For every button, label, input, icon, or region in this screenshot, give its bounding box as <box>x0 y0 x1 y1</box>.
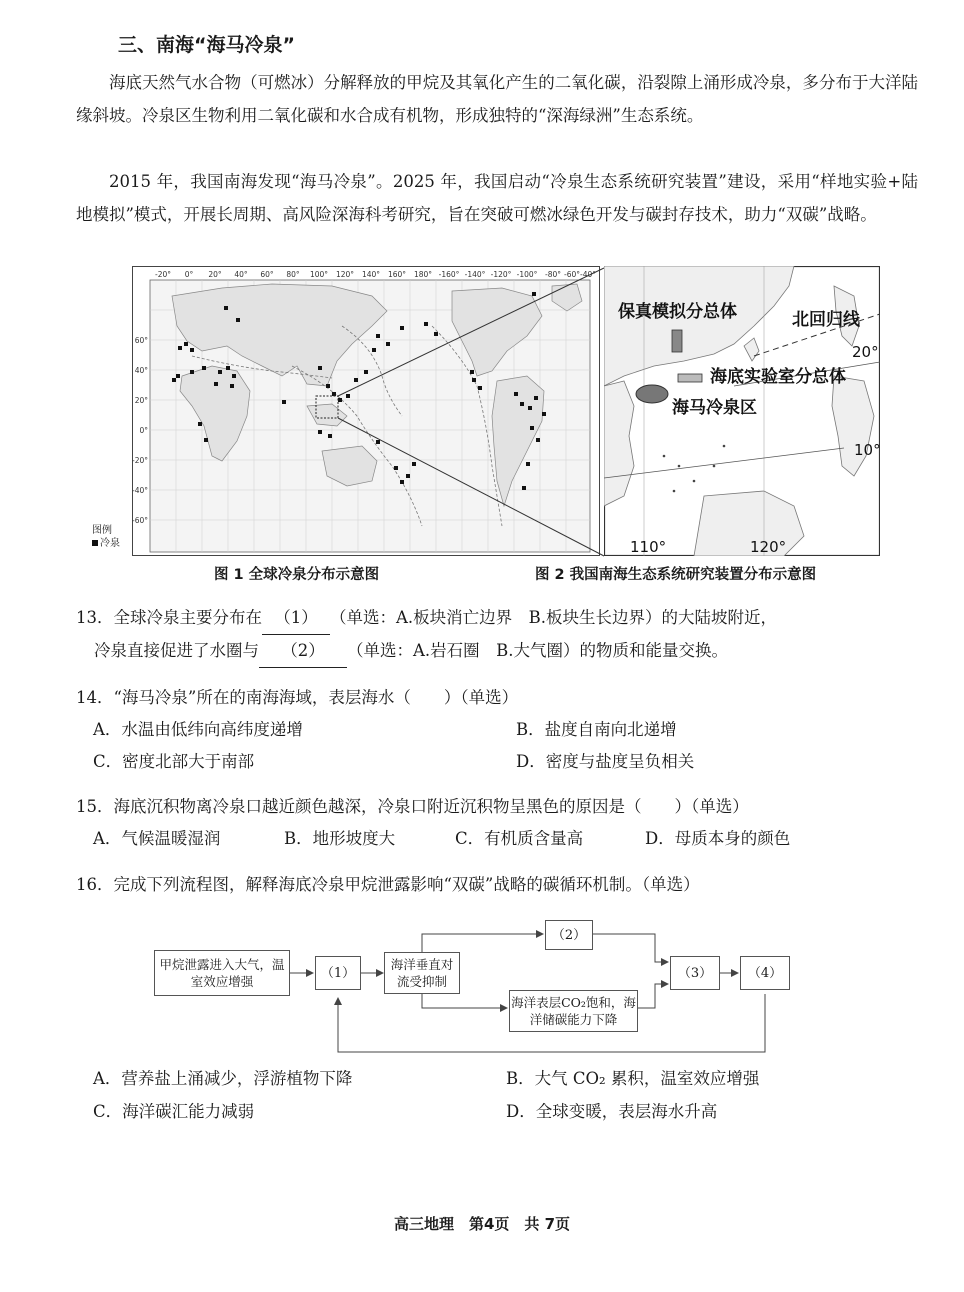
q16-flowchart <box>150 914 810 1058</box>
lon-tick: -40° <box>580 270 596 279</box>
figure-1-caption: 图 1 全球冷泉分布示意图 <box>214 567 380 583</box>
intro-paragraph-1: 海底天然气水合物（可燃冰）分解释放的甲烷及其氧化产生的二氧化碳，沿裂隙上涌形成冷泉，多分布于大洋陆缘斜坡。冷泉区生物利用二氧化碳和水合成有机物，形成独特的“深海绿洲”生态系统。 <box>76 73 918 125</box>
flow-box-blank-4[interactable]: （4） <box>740 956 790 990</box>
intro-paragraph-2: 2015 年，我国南海发现“海马冷泉”。2025 年，我国启动“冷泉生态系统研究装置”建设，采用“样地实验+陆地模拟”模式，开展长周期、高风险深海科考研究，旨在突破可燃冰绿色开发与碳封存技术，助力“双碳”战略。 <box>76 172 918 224</box>
q16-option-c[interactable]: C．海洋碳汇能力减弱 <box>93 1102 255 1121</box>
label-lon-110: 110° <box>630 538 667 556</box>
question-13 <box>76 602 926 668</box>
label-haima-seep: 海马冷泉区 <box>672 398 757 418</box>
lon-tick: 80° <box>286 270 300 279</box>
flow-box-convection-suppressed: 海洋垂直对流受抑制 <box>384 952 460 994</box>
q15-option-b[interactable]: B．地形坡度大 <box>284 829 396 848</box>
label-sim-facility: 保真模拟分总体 <box>618 302 737 322</box>
label-seafloor-lab: 海底实验室分总体 <box>710 367 846 387</box>
figure-2-south-china-sea-map <box>604 266 880 556</box>
lon-tick: 160° <box>387 270 407 279</box>
q16-option-b[interactable]: B．大气 CO₂ 累积，温室效应增强 <box>506 1069 760 1088</box>
lon-tick: -20° <box>155 270 171 279</box>
lat-tick: 40° <box>134 366 148 375</box>
flow-box-blank-3[interactable]: （3） <box>670 956 720 990</box>
legend-title: 图例 <box>92 525 112 536</box>
lon-tick: 180° <box>413 270 433 279</box>
lon-tick: 100° <box>309 270 329 279</box>
q14-option-c[interactable]: C．密度北部大于南部 <box>93 752 255 771</box>
label-lat-10: 10° <box>854 441 881 459</box>
q15-stem: 15．海底沉积物离冷泉口越近颜色越深，冷泉口附近沉积物呈黑色的原因是（ ）（单选） <box>76 797 749 816</box>
lon-tick: 40° <box>234 270 248 279</box>
lon-tick: 140° <box>361 270 381 279</box>
seep-area-ellipse <box>636 385 668 403</box>
lat-tick: -40° <box>132 486 148 495</box>
lon-tick: -140° <box>464 270 486 279</box>
q13-text-4: （单选：A.岩石圈 B.大气圈）的物质和能量交换。 <box>347 641 729 660</box>
q13-text-2: （单选：A.板块消亡边界 B.板块生长边界）的大陆坡附近， <box>330 608 778 627</box>
lat-tick: 20° <box>134 396 148 405</box>
q13-number: 13． <box>76 608 114 627</box>
label-tropic-of-cancer: 北回归线 <box>792 310 860 330</box>
lon-tick: 20° <box>208 270 222 279</box>
lon-tick: -120° <box>490 270 512 279</box>
q15-option-d[interactable]: D．母质本身的颜色 <box>645 829 791 848</box>
q15-option-c[interactable]: C．有机质含量高 <box>455 829 584 848</box>
q14-option-b[interactable]: B．盐度自南向北递增 <box>516 720 677 739</box>
q16-option-d[interactable]: D．全球变暖，表层海水升高 <box>506 1102 718 1121</box>
lon-tick: 60° <box>260 270 274 279</box>
q14-option-d[interactable]: D．密度与盐度呈负相关 <box>516 752 695 771</box>
flow-box-co2-saturation: 海洋表层CO₂饱和，海洋储碳能力下降 <box>509 990 638 1032</box>
lat-tick: -20° <box>132 456 148 465</box>
lon-tick: 0° <box>184 270 194 279</box>
section-title: 三、南海“海马冷泉” <box>118 34 295 56</box>
lat-tick: 0° <box>139 426 148 435</box>
sim-facility-icon <box>672 330 682 352</box>
lon-tick: -100° <box>516 270 538 279</box>
q16-option-a[interactable]: A．营养盐上涌减少，浮游植物下降 <box>93 1069 353 1088</box>
q15-option-a[interactable]: A．气候温暖湿润 <box>93 829 221 848</box>
flow-box-blank-2[interactable]: （2） <box>545 920 593 950</box>
q14-option-a[interactable]: A．水温由低纬向高纬度递增 <box>93 720 303 739</box>
lat-tick: -60° <box>132 516 148 525</box>
lon-tick: -60° <box>564 270 580 279</box>
lab-facility-icon <box>678 374 702 382</box>
lon-tick: 120° <box>335 270 355 279</box>
lon-tick: -80° <box>545 270 561 279</box>
q13-blank-2[interactable]: （2） <box>259 635 347 668</box>
flow-box-blank-1[interactable]: （1） <box>315 956 361 990</box>
label-lon-120: 120° <box>750 538 787 556</box>
q13-text-3: 冷泉直接促进了水圈与 <box>94 641 259 660</box>
q13-text-1: 全球冷泉主要分布在 <box>113 608 262 627</box>
lat-tick: 60° <box>134 336 148 345</box>
question-14 <box>76 682 926 714</box>
q16-stem: 16．完成下列流程图，解释海底冷泉甲烷泄露影响“双碳”战略的碳循环机制。（单选） <box>76 875 700 894</box>
page-footer: 高三地理 第4页 共 7页 <box>393 1215 571 1233</box>
q13-blank-1[interactable]: （1） <box>262 602 330 635</box>
lon-tick: -160° <box>438 270 460 279</box>
figure-2-caption: 图 2 我国南海生态系统研究装置分布示意图 <box>535 567 817 583</box>
legend-item: 冷泉 <box>100 538 120 549</box>
q14-stem: 14．“海马冷泉”所在的南海海域，表层海水（ ）（单选） <box>76 688 519 707</box>
flow-box-methane-leak: 甲烷泄露进入大气，温室效应增强 <box>154 950 290 996</box>
label-lat-20: 20° <box>852 343 879 361</box>
